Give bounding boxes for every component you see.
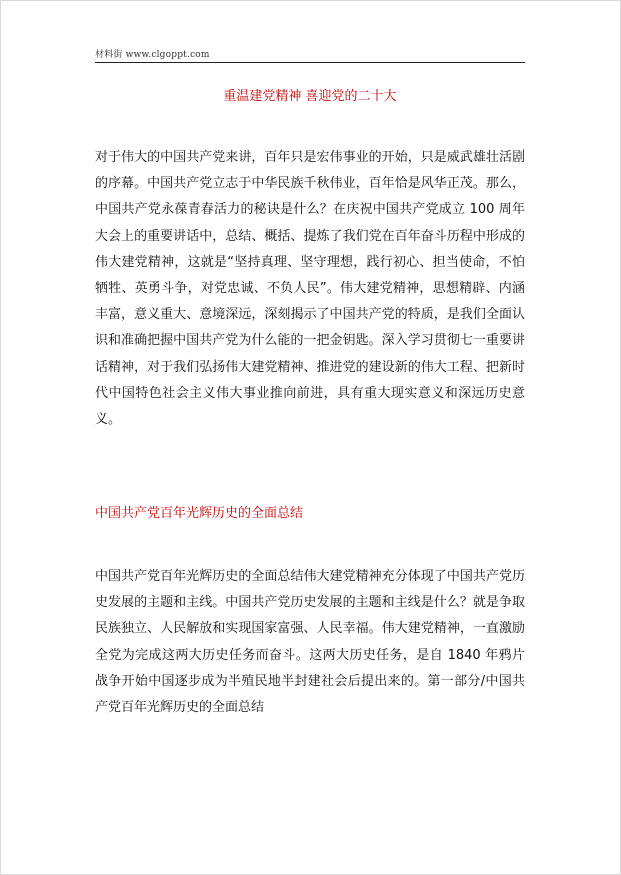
header-site-text: 材料街 www.clgoppt.com	[95, 50, 210, 60]
page-header	[95, 46, 525, 63]
document-title: 重温建党精神 喜迎党的二十大	[223, 89, 397, 104]
section-paragraph: 中国共产党百年光辉历史的全面总结伟大建党精神充分体现了中国共产党历史发展的主题和主线。中国共产党历史发展的主题和主线是什么？就是争取民族独立、人民解放和实现国家富强、人民幸福。伟大建党精神，一直激励全党为完成这两大历史任务而奋斗。这两大历史任务，是自 1840 年鸦片战争开始中国逐步成为半殖民地半封建社会后提出来的。第一部分/中国共产党百年光辉历史的全面总结	[95, 569, 525, 716]
section-heading: 中国共产党百年光辉历史的全面总结	[95, 506, 304, 521]
intro-paragraph: 对于伟大的中国共产党来讲，百年只是宏伟事业的开始，只是威武雄壮活剧的序幕。中国共产党立志于中华民族千秋伟业，百年恰是风华正茂。那么，中国共产党永葆青春活力的秘诀是什么？在庆祝中国共产党成立 100 周年大会上的重要讲话中，总结、概括、提炼了我们党在百年奋斗历程中形成的伟大建党精神，这就是“坚持真理、坚守理想，践行初心、担当使命，不怕牺牲、英勇斗争，对党忠诚、不负人民”。伟大建党精神，思想精辟、内涵丰富，意义重大、意境深远，深刻揭示了中国共产党的特质，是我们全面认识和准确把握中国共产党为什么能的一把金钥匙。深入学习贯彻七一重要讲话精神，对于我们弘扬伟大建党精神、推进党的建设新的伟大工程、把新时代中国特色社会主义伟大事业推向前进，具有重大现实意义和深远历史意义。	[95, 150, 525, 428]
